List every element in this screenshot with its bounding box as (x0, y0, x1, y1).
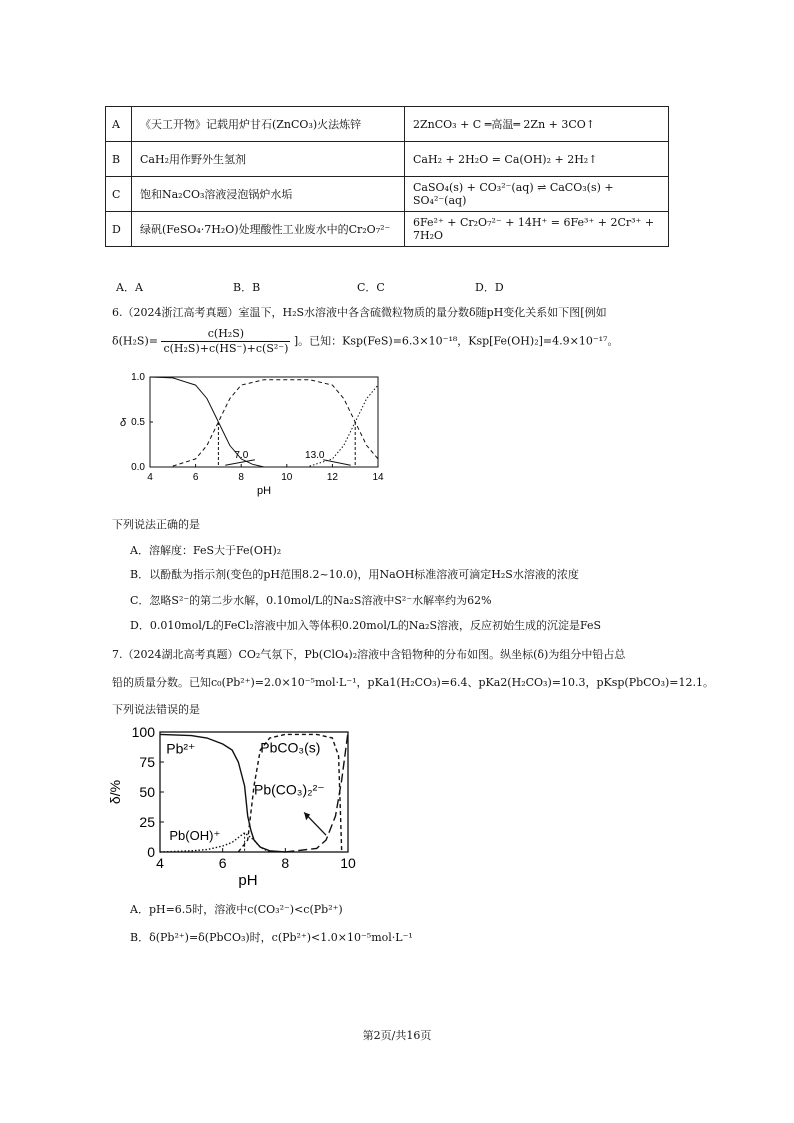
label-pboh: Pb(OH)⁺ (169, 828, 221, 843)
q6-stem-tail: ]。已知：Ksp(FeS)=6.3×10⁻¹⁸，Ksp[Fe(OH)₂]=4.9×10⁻¹⁷。 (293, 334, 619, 348)
chart-pb (100, 722, 370, 892)
q6-option-a[interactable]: A．溶解度：FeS大于Fe(OH)₂ (130, 544, 282, 557)
y-tick-label: 75 (139, 754, 155, 770)
x-tick-label: 10 (340, 855, 356, 871)
q6-fraction (161, 327, 290, 356)
y-axis-label: δ (120, 417, 127, 429)
q6-prompt: 下列说法正确的是 (112, 518, 200, 531)
q7-prompt: 下列说法错误的是 (112, 703, 200, 716)
annotation-7: 7.0 (234, 450, 249, 461)
annotation-13: 13.0 (305, 450, 325, 461)
label-pb2: Pb²⁺ (166, 740, 196, 757)
q6-option-b[interactable]: B．以酚酞为指示剂(变色的pH范围8.2~10.0)，用NaOH标准溶液可滴定H₂S水溶液的浓度 (130, 568, 579, 581)
q5-choice-a[interactable]: A．A (116, 281, 143, 294)
x-tick-label: 14 (372, 472, 384, 483)
annotation-arrowhead (304, 812, 310, 820)
row-description: CaH₂用作野外生氢剂 (132, 142, 405, 177)
y-tick-label: 100 (131, 724, 155, 740)
q7-option-b[interactable]: B．δ(Pb²⁺)=δ(PbCO₃)时，c(Pb²⁺)<1.0×10⁻⁵mol·L⁻¹ (130, 931, 413, 944)
table-row (106, 107, 669, 142)
x-tick-label: 4 (147, 472, 153, 483)
x-tick-label: 8 (238, 472, 244, 483)
q6-delta-label: δ(H₂S)= (112, 334, 158, 348)
row-key: C (106, 177, 132, 212)
row-description: 绿矾(FeSO₄·7H₂O)处理酸性工业废水中的Cr₂O₇²⁻ (132, 212, 405, 247)
options-table (105, 106, 669, 247)
series-line-HS- (173, 380, 378, 466)
annotation-arrow (323, 460, 350, 465)
label-pbco3: PbCO₃(s) (260, 739, 321, 756)
y-axis-label: δ/% (107, 779, 123, 805)
y-tick-label: 0.0 (131, 462, 145, 473)
row-description: 《天工开物》记载用炉甘石(ZnCO₃)火法炼锌 (132, 107, 405, 142)
x-tick-label: 4 (156, 855, 164, 871)
plot-frame (150, 377, 378, 467)
y-tick-label: 50 (139, 784, 155, 800)
y-tick-label: 25 (139, 814, 155, 830)
x-tick-label: 6 (192, 472, 199, 483)
y-tick-label: 0 (147, 844, 155, 860)
x-tick-label: 6 (218, 855, 227, 871)
q6-option-c[interactable]: C．忽略S²⁻的第二步水解，0.10mol/L的Na₂S溶液中S²⁻水解率约为62% (130, 594, 492, 607)
q5-choice-c[interactable]: C．C (357, 281, 385, 294)
q7-option-a[interactable]: A．pH=6.5时，溶液中c(CO₃²⁻)<c(Pb²⁺) (130, 903, 343, 916)
table-row (106, 212, 669, 247)
y-tick-label: 0.5 (131, 417, 145, 428)
q5-choice-b[interactable]: B．B (233, 281, 261, 294)
row-equation: CaSO₄(s) + CO₃²⁻(aq) ⇌ CaCO₃(s) + SO₄²⁻(aq) (405, 177, 669, 212)
row-key: A (106, 107, 132, 142)
q5-choice-d[interactable]: D．D (475, 281, 504, 294)
label-pbco32: Pb(CO₃)₂²⁻ (254, 781, 325, 798)
row-equation: CaH₂ + 2H₂O = Ca(OH)₂ + 2H₂↑ (405, 142, 669, 177)
q6-frac-num: c(H₂S) (161, 327, 290, 342)
table-row (106, 142, 669, 177)
row-key: B (106, 142, 132, 177)
row-equation: 2ZnCO₃ + C ═高温═ 2Zn + 3CO↑ (405, 107, 669, 142)
x-axis-label: pH (238, 872, 258, 889)
x-tick-label: 10 (281, 472, 293, 483)
q6-frac-den: c(H₂S)+c(HS⁻)+c(S²⁻) (163, 342, 289, 355)
chart-h2s (112, 372, 392, 502)
q6-option-d[interactable]: D．0.010mol/L的FeCl₂溶液中加入等体积0.20mol/L的Na₂S溶液，反应初始生成的沉淀是FeS (130, 619, 602, 632)
x-axis-label: pH (256, 485, 272, 497)
page-footer: 第2页/共16页 (362, 1029, 432, 1042)
q6-stem-line1: 6.（2024浙江高考真题）室温下，H₂S水溶液中各含硫微粒物质的量分数δ随pH变化关系如下图[例如 (112, 306, 607, 319)
x-tick-label: 8 (281, 855, 290, 871)
table-row (106, 177, 669, 212)
x-tick-label: 12 (326, 472, 338, 483)
row-key: D (106, 212, 132, 247)
row-description: 饱和Na₂CO₃溶液浸泡锅炉水垢 (132, 177, 405, 212)
q7-stem-line1: 7.（2024湖北高考真题）CO₂气氛下，Pb(ClO₄)₂溶液中含铅物种的分布如图。纵坐标(δ)为组分中铅占总 (112, 648, 626, 661)
y-tick-label: 1.0 (131, 372, 145, 383)
row-equation: 6Fe²⁺ + Cr₂O₇²⁻ + 14H⁺ = 6Fe³⁺ + 2Cr³⁺ + 7H₂O (405, 212, 669, 247)
q7-stem-line2: 铅的质量分数。已知c₀(Pb²⁺)=2.0×10⁻⁵mol·L⁻¹，pKa1(H₂CO₃)=6.4、pKa2(H₂CO₃)=10.3，pKsp(PbCO₃)=12.1。 (112, 676, 714, 689)
q6-stem-line2 (112, 327, 618, 356)
